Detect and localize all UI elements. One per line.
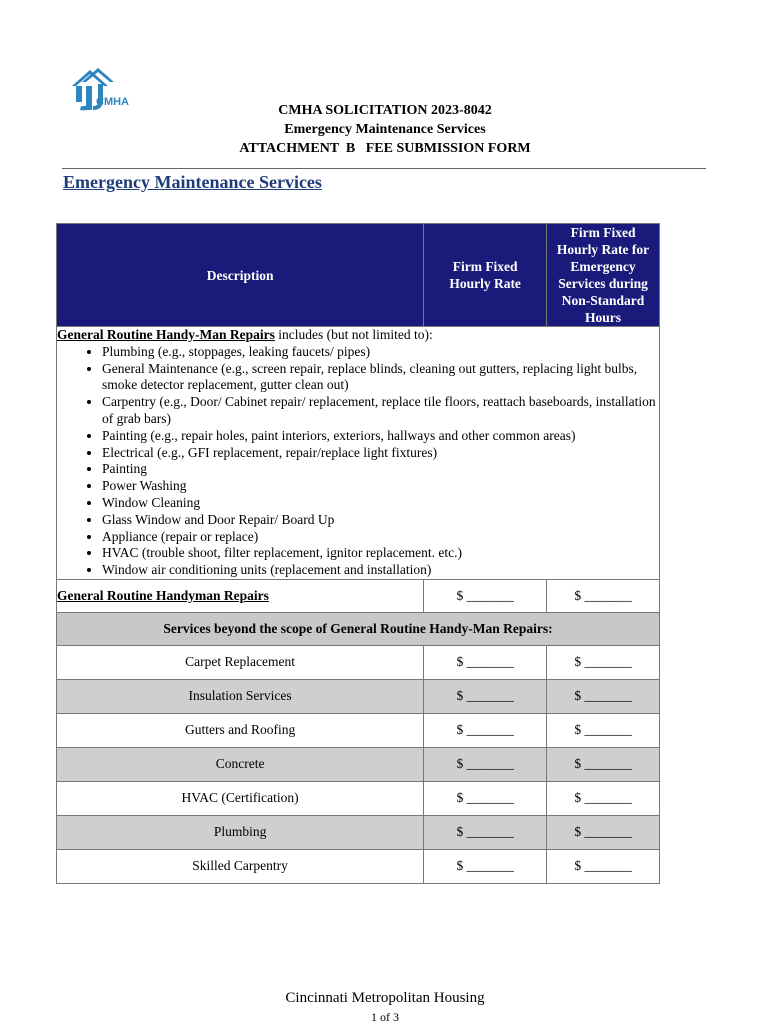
table-row [57, 645, 660, 679]
list-item: • Power Washing [102, 478, 659, 495]
beyond-scope-heading: Services beyond the scope of General Routine Handy-Man Repairs: [57, 612, 660, 645]
list-item: • Appliance (repair or replace) [102, 529, 659, 546]
beyond-scope-row [57, 612, 660, 645]
routine-emergency-rate-field[interactable]: $ _______ [547, 579, 660, 612]
col-hourly-rate: Firm Fixed Hourly Rate [424, 224, 547, 327]
list-item: • Glass Window and Door Repair/ Board Up [102, 512, 659, 529]
list-item: • Electrical (e.g., GFI replacement, repair/replace light fixtures) [102, 445, 659, 462]
routine-items-list [57, 344, 659, 579]
emergency-rate-field[interactable]: $ _______ [547, 815, 660, 849]
rate-field[interactable]: $ _______ [424, 679, 547, 713]
list-item: • General Maintenance (e.g., screen repair, replace blinds, cleaning out gutters, replacing light bulbs, smoke detector replacement, gutter clean out) [102, 361, 659, 395]
fee-submission-table [56, 223, 660, 884]
service-label: Concrete [57, 747, 424, 781]
emergency-rate-field[interactable]: $ _______ [547, 679, 660, 713]
list-item: • Window Cleaning [102, 495, 659, 512]
table-row [57, 849, 660, 883]
routine-scope-cell [57, 327, 660, 580]
routine-scope-row [57, 327, 660, 580]
rate-field[interactable]: $ _______ [424, 815, 547, 849]
page-number: 1 of 3 [371, 1010, 399, 1024]
col-description: Description [57, 224, 424, 327]
table-row [57, 815, 660, 849]
table-row [57, 713, 660, 747]
service-label: Insulation Services [57, 679, 424, 713]
header-divider [62, 168, 706, 169]
section-title: Emergency Maintenance Services [63, 172, 322, 192]
service-label: HVAC (Certification) [57, 781, 424, 815]
emergency-rate-field[interactable]: $ _______ [547, 849, 660, 883]
service-label: Plumbing [57, 815, 424, 849]
routine-rate-row [57, 579, 660, 612]
list-item: • Carpentry (e.g., Door/ Cabinet repair/ replacement, replace tile floors, reattach baseboards, installation of grab bars) [102, 394, 659, 428]
routine-rate-label: General Routine Handyman Repairs [57, 579, 424, 612]
solicitation-subject: Emergency Maintenance Services [284, 122, 486, 137]
list-item: • Painting [102, 461, 659, 478]
col-emergency-rate: Firm Fixed Hourly Rate for Emergency Services during Non-Standard Hours [547, 224, 660, 327]
logo-text: CMHA [96, 96, 129, 108]
table-header-row [57, 224, 660, 327]
routine-intro: includes (but not limited to): [274, 327, 433, 342]
attachment-title: ATTACHMENT B FEE SUBMISSION FORM [239, 141, 531, 156]
routine-heading: General Routine Handy-Man Repairs [57, 327, 275, 342]
document-header [0, 101, 770, 158]
table-row [57, 781, 660, 815]
list-item: • HVAC (trouble shoot, filter replacement, ignitor replacement. etc.) [102, 545, 659, 562]
rate-field[interactable]: $ _______ [424, 645, 547, 679]
solicitation-number: CMHA SOLICITATION 2023-8042 [278, 103, 492, 118]
list-item: • Painting (e.g., repair holes, paint interiors, exteriors, hallways and other common areas) [102, 428, 659, 445]
list-item: • Window air conditioning units (replacement and installation) [102, 562, 659, 579]
service-label: Carpet Replacement [57, 645, 424, 679]
emergency-rate-field[interactable]: $ _______ [547, 781, 660, 815]
service-label: Gutters and Roofing [57, 713, 424, 747]
list-item: • Plumbing (e.g., stoppages, leaking faucets/ pipes) [102, 344, 659, 361]
emergency-rate-field[interactable]: $ _______ [547, 645, 660, 679]
emergency-rate-field[interactable]: $ _______ [547, 713, 660, 747]
table-row [57, 747, 660, 781]
table-row [57, 679, 660, 713]
emergency-rate-field[interactable]: $ _______ [547, 747, 660, 781]
rate-field[interactable]: $ _______ [424, 713, 547, 747]
rate-field[interactable]: $ _______ [424, 781, 547, 815]
service-label: Skilled Carpentry [57, 849, 424, 883]
rate-field[interactable]: $ _______ [424, 747, 547, 781]
rate-field[interactable]: $ _______ [424, 849, 547, 883]
footer-org: Cincinnati Metropolitan Housing [285, 990, 485, 1006]
routine-rate-field[interactable]: $ _______ [424, 579, 547, 612]
